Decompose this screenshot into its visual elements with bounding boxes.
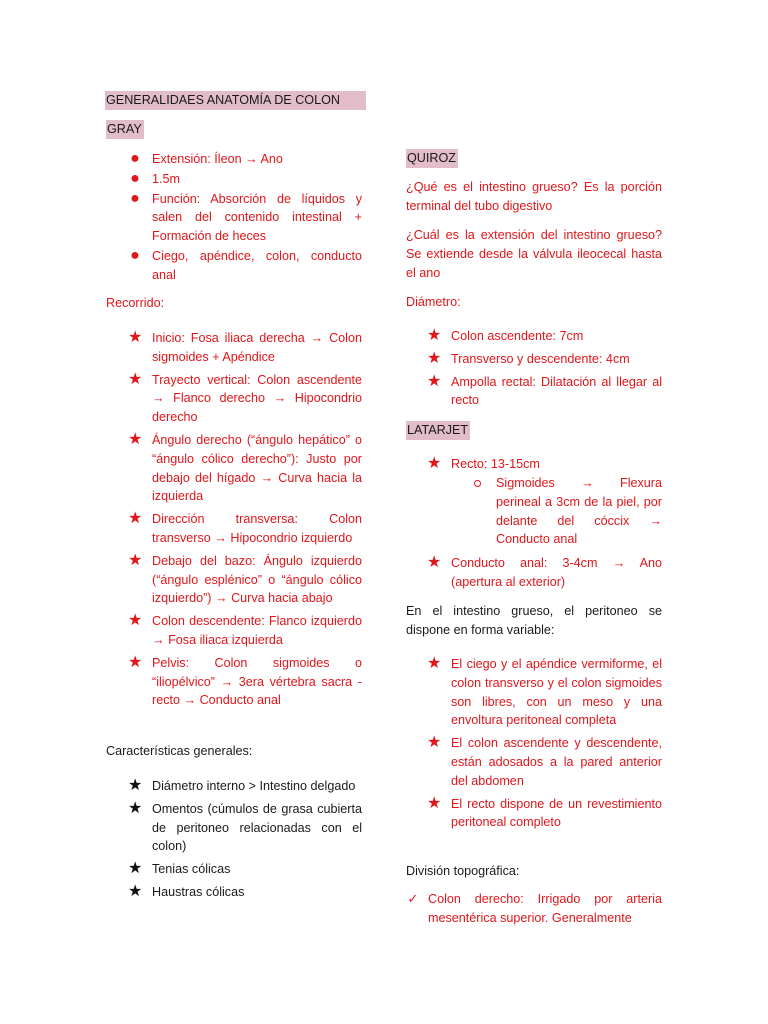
- list-item: ● Ciego, apéndice, colon, conducto anal: [152, 247, 362, 285]
- star-icon: ★: [128, 799, 143, 817]
- star-icon: ★: [128, 860, 143, 878]
- latarjet-heading: LATARJET: [406, 421, 470, 440]
- star-icon: ★: [128, 430, 143, 448]
- list-item: ● Extensión: Íleon → Ano: [152, 150, 362, 169]
- quiroz-heading: QUIROZ: [406, 149, 458, 168]
- gray-heading: GRAY: [106, 120, 144, 139]
- list-item: ★ Tenias cólicas: [128, 860, 231, 878]
- star-icon: ★: [128, 653, 143, 671]
- star-icon: ★: [427, 794, 442, 812]
- list-item: ★ Debajo del bazo: Ángulo izquierdo (“ángulo esplénico” o “ángulo cólico izquierdo”) → Curva hacia abajo: [128, 551, 362, 606]
- latarjet-sublist: [496, 474, 662, 549]
- list-item: ★ Haustras cólicas: [128, 882, 245, 900]
- list-item: ✓ Colon derecho: Irrigado por arteria mesentérica superior. Generalmente: [407, 891, 662, 925]
- list-item: ★ Omentos (cúmulos de grasa cubierta de peritoneo relacionadas con el colon): [128, 799, 362, 854]
- list-item: ● 1.5m: [152, 170, 362, 189]
- document-title: GENERALIDAES ANATOMÍA DE COLON: [105, 91, 363, 110]
- list-item: ★ El ciego y el apéndice vermiforme, el colon transverso y el colon sigmoides son libres, con un meso y una envoltura peritoneal completa: [427, 655, 662, 728]
- list-item: ★ Dirección transversa: Colon transverso → Hipocondrio izquierdo: [128, 510, 362, 545]
- star-icon: ★: [128, 882, 143, 900]
- peritoneo-list: [427, 655, 662, 832]
- peritoneo-intro: En el intestino grueso, el peritoneo se dispone en forma variable:: [406, 604, 662, 637]
- bullet-icon: ●: [130, 169, 140, 187]
- star-icon: ★: [128, 612, 143, 630]
- list-item: ★ Ampolla rectal: Dilatación al llegar al recto: [427, 372, 662, 408]
- quiroz-question-1: ¿Qué es el intestino grueso? Es la porción terminal del tubo digestivo: [406, 180, 662, 213]
- caracteristicas-list: [128, 777, 362, 902]
- list-item: ★ Recto: 13-15cm: [427, 455, 540, 472]
- latarjet-list: [427, 455, 662, 474]
- list-item: ★ Pelvis: Colon sigmoides o “iliopélvico” → 3era vértebra sacra - recto → Conducto anal: [128, 653, 362, 708]
- list-item: ★ El colon ascendente y descendente, están adosados a la pared anterior del abdomen: [427, 734, 662, 788]
- list-item: ★ Ángulo derecho (“ángulo hepático” o “ángulo cólico derecho”): Justo por debajo del hígado → Curva hacia la izquierda: [128, 430, 362, 504]
- list-item: Sigmoides → Flexura perineal a 3cm de la piel, por delante del cóccix → Conducto anal: [496, 474, 662, 549]
- star-icon: ★: [427, 455, 442, 472]
- diametro-list: [427, 327, 662, 410]
- star-icon: ★: [128, 777, 143, 794]
- star-icon: ★: [128, 551, 143, 569]
- quiroz-question-2: ¿Cuál es la extensión del intestino grueso? Se extiende desde la válvula ileocecal hasta el ano: [406, 228, 662, 280]
- list-item: ★ Transverso y descendente: 4cm: [427, 349, 630, 367]
- list-item: ★ Colon descendente: Flanco izquierdo → Fosa iliaca izquierda: [128, 612, 362, 647]
- bullet-icon: ●: [130, 189, 140, 207]
- gray-list: [130, 150, 362, 285]
- caracteristicas-label: Características generales:: [106, 744, 253, 758]
- star-icon: ★: [128, 510, 143, 528]
- circle-bullet-icon: [474, 480, 481, 487]
- star-icon: ★: [427, 655, 442, 672]
- list-item: ● Función: Absorción de líquidos y salen del contenido intestinal + Formación de heces: [152, 190, 362, 246]
- latarjet-list-2: [427, 554, 662, 592]
- bullet-icon: ●: [130, 246, 140, 264]
- diametro-label: Diámetro:: [406, 295, 461, 309]
- list-item: ★ Inicio: Fosa iliaca derecha → Colon sigmoides + Apéndice: [128, 329, 362, 364]
- list-item: ★ Diámetro interno > Intestino delgado: [128, 777, 356, 794]
- list-item: ★ El recto dispone de un revestimiento peritoneal completo: [427, 794, 662, 830]
- division-list: [407, 890, 662, 928]
- star-icon: ★: [427, 554, 442, 571]
- list-item: ★ Colon ascendente: 7cm: [427, 327, 584, 344]
- star-icon: ★: [128, 329, 143, 346]
- list-item: ★ Conducto anal: 3-4cm → Ano (apertura al exterior): [427, 554, 662, 589]
- list-item: ★ Trayecto vertical: Colon ascendente → Flanco derecho → Hipocondrio derecho: [128, 370, 362, 425]
- recorrido-label: Recorrido:: [106, 296, 165, 310]
- star-icon: ★: [427, 327, 442, 344]
- checkmark-icon: ✓: [407, 891, 419, 906]
- star-icon: ★: [128, 370, 143, 388]
- division-label: División topográfica:: [406, 864, 520, 878]
- recorrido-list: [128, 329, 362, 710]
- star-icon: ★: [427, 372, 442, 390]
- star-icon: ★: [427, 349, 442, 367]
- bullet-icon: ●: [130, 150, 140, 167]
- star-icon: ★: [427, 734, 442, 752]
